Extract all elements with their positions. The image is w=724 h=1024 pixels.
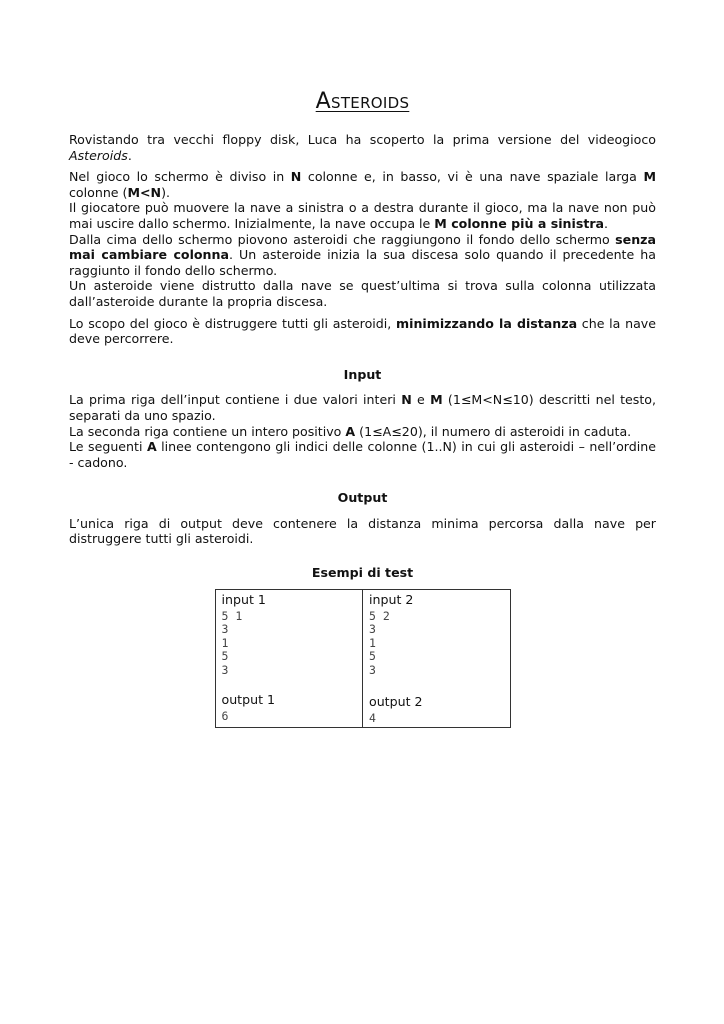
intro-paragraph-2: Nel gioco lo schermo è diviso in N colonne e, in basso, vi è una nave spaziale larga M colonne (M<N). Il giocatore può muovere la nave a sinistra o a destra durante il gioco, ma la nave non può mai uscire dallo schermo. Inizialmente, la nave occupa le M colonne più a sinistra. Dalla cima dello schermo piovono asteroidi che raggiungono il fondo dello schermo senza mai cambiare colonna. Un asteroide inizia la sua discesa solo quando il precedente ha raggiunto il fondo dello schermo. Un asteroide viene distrutto dalla nave se quest’ultima si trova sulla colonna utilizzata dall’asteroide durante la propria discesa.	[69, 169, 656, 309]
output-description: L’unica riga di output deve contenere la distanza minima percorsa dalla nave per distruggere tutti gli asteroidi.	[69, 515, 656, 547]
example-2-output-label: output 2	[369, 693, 423, 709]
examples-table	[215, 589, 511, 729]
examples-heading: Esempi di test	[311, 565, 414, 581]
example-1-output: 6	[221, 708, 229, 723]
output-heading: Output	[337, 490, 388, 506]
example-1-input-label: input 1	[221, 591, 266, 607]
example-1-input: 5 1 3 1 5 3	[221, 608, 243, 678]
document-page	[69, 88, 656, 728]
example-2-input-label: input 2	[369, 591, 414, 607]
input-description: La prima riga dell’input contiene i due valori interi N e M (1≤M<N≤10) descritti nel testo, separati da uno spazio. La seconda riga contiene un intero positivo A (1≤A≤20), il numero di asteroidi in caduta. Le seguenti A linee contengono gli indici delle colonne (1..N) in cui gli asteroidi – nell’ordine - cadono.	[69, 392, 656, 470]
page-title: Asteroids	[315, 89, 410, 114]
intro-paragraph-1: Rovistando tra vecchi floppy disk, Luca ha scoperto la prima versione del videogioco Asteroids.	[69, 132, 656, 163]
example-1-cell	[215, 589, 363, 728]
intro-paragraph-3: Lo scopo del gioco è distruggere tutti gli asteroidi, minimizzando la distanza che la nave deve percorrere.	[69, 315, 656, 347]
input-heading: Input	[343, 366, 382, 382]
example-1-output-label: output 1	[221, 691, 276, 707]
example-2-output: 4	[369, 710, 376, 725]
example-2-input: 5 2 3 1 5 3	[369, 608, 390, 678]
example-2-cell	[363, 589, 511, 728]
